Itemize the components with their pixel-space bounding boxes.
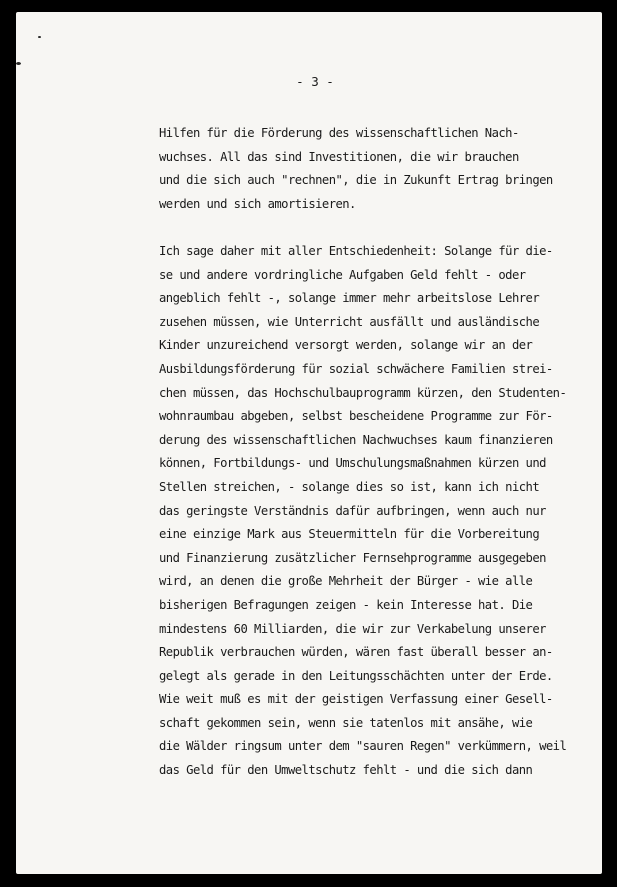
text-line: zusehen müssen, wie Unterricht ausfällt und ausländische: [159, 314, 540, 329]
text-line: die Wälder ringsum unter dem "sauren Regen" verkümmern, weil: [159, 739, 567, 754]
text-line: Hilfen für die Förderung des wissenschaftlichen Nach-: [159, 126, 519, 140]
text-line: wuchses. All das sind Investitionen, die wir brauchen: [159, 149, 519, 164]
text-line: werden und sich amortisieren.: [159, 196, 356, 211]
text-line: gelegt als gerade in den Leitungsschächten unter der Erde.: [159, 668, 553, 683]
text-line: chen müssen, das Hochschulbauprogramm kürzen, den Studenten-: [159, 385, 567, 400]
page-number: - 3 -: [296, 74, 334, 89]
scan-speck: [16, 62, 21, 65]
text-line: Ausbildungsförderung für sozial schwächere Familien strei-: [159, 361, 553, 376]
text-line: angeblich fehlt -, solange immer mehr arbeitslose Lehrer: [159, 291, 540, 306]
text-line: mindestens 60 Milliarden, die wir zur Verkabelung unserer: [159, 621, 546, 636]
text-line: Wie weit muß es mit der geistigen Verfassung einer Gesell-: [159, 692, 553, 707]
text-line: eine einzige Mark aus Steuermitteln für die Vorbereitung: [159, 527, 540, 542]
text-line: wird, an denen die große Mehrheit der Bürger - wie alle: [159, 574, 533, 589]
text-line: se und andere vordringliche Aufgaben Geld fehlt - oder: [159, 267, 526, 282]
text-line: Ich sage daher mit aller Entschiedenheit: Solange für die-: [159, 244, 553, 258]
text-line: Republik verbrauchen würden, wären fast überall besser an-: [159, 645, 553, 660]
text-line: und Finanzierung zusätzlicher Fernsehprogramme ausgegeben: [159, 550, 546, 565]
text-line: derung des wissenschaftlichen Nachwuchses kaum finanzieren: [159, 432, 553, 447]
paragraph-2: [159, 240, 566, 783]
scan-speck: [38, 36, 41, 38]
text-line: können, Fortbildungs- und Umschulungsmaßnahmen kürzen und: [159, 456, 546, 471]
text-line: das geringste Verständnis dafür aufbringen, wenn auch nur: [159, 503, 546, 518]
text-line: wohnraumbau abgeben, selbst bescheidene Programme zur För-: [159, 409, 553, 424]
text-line: bisherigen Befragungen zeigen - kein Interesse hat. Die: [159, 597, 533, 612]
document-page: [16, 12, 602, 874]
text-line: das Geld für den Umweltschutz fehlt - und die sich dann: [159, 763, 533, 778]
text-line: und die sich auch "rechnen", die in Zukunft Ertrag bringen: [159, 173, 553, 188]
text-line: Kinder unzureichend versorgt werden, solange wir an der: [159, 338, 533, 353]
paragraph-1: [159, 122, 553, 216]
text-line: Stellen streichen, - solange dies so ist, kann ich nicht: [159, 479, 540, 494]
text-line: schaft gekommen sein, wenn sie tatenlos mit ansähe, wie: [159, 715, 533, 730]
